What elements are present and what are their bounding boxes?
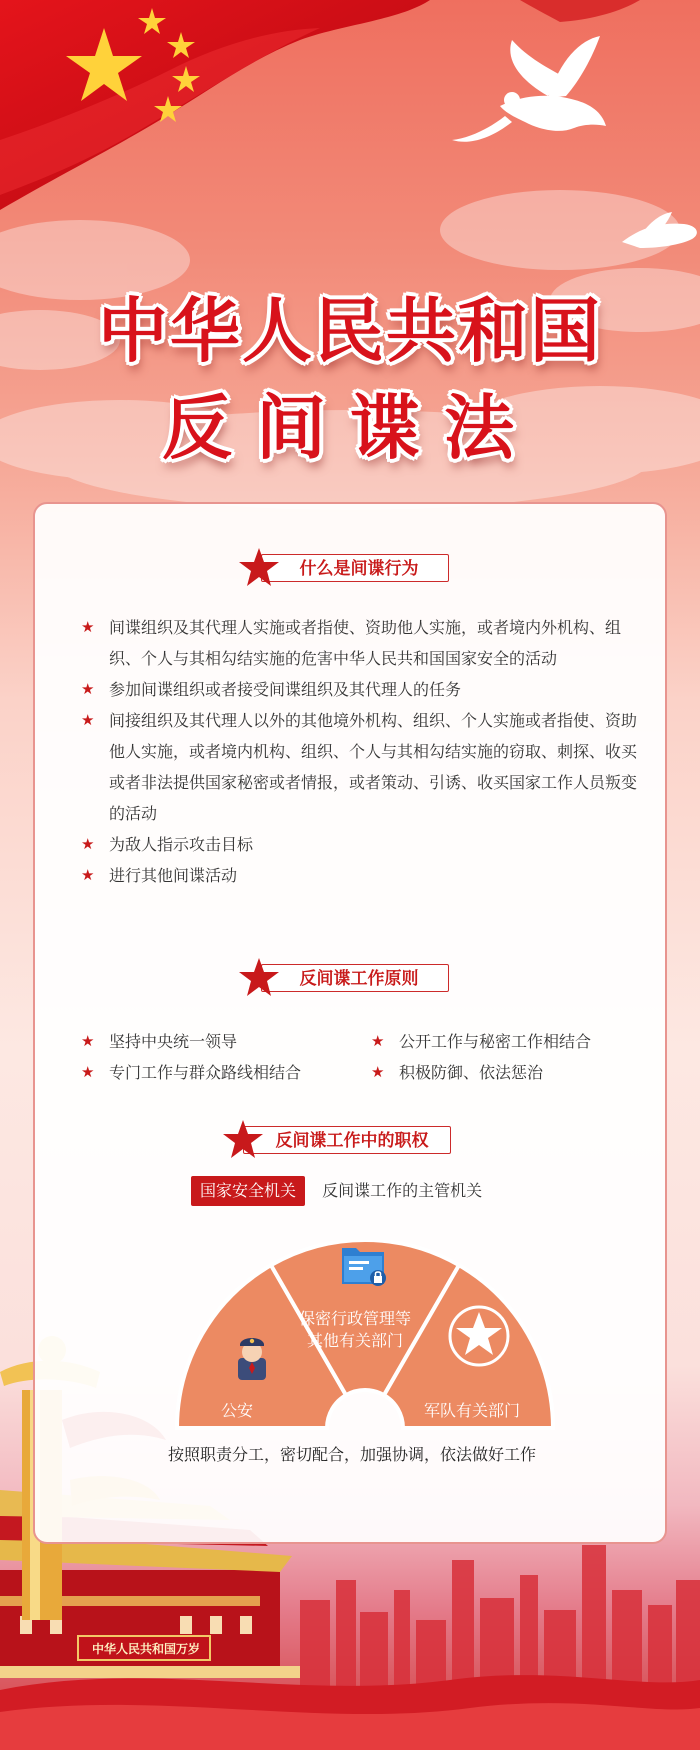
principle-item: ★ 积极防御、依法惩治	[369, 1057, 543, 1088]
fan-label-army-dept: 军队有关部门	[423, 1401, 520, 1420]
red-star-icon	[237, 546, 281, 590]
authority-description: 反间谍工作的主管机关	[322, 1181, 483, 1200]
authority-footer: 按照职责分工，密切配合，加强协调，依法做好工作	[167, 1445, 536, 1464]
list-item: ★ 间接组织及其代理人以外的其他境外机构、组织、个人实施或者指使、资助他人实施，或者境内机构、组织、个人与其相勾结实施的窃取、刺探、收买或者非法提供国家秘密或者情报，或者策动、引诱、收买国家工作人员叛变的活动	[79, 705, 639, 829]
bullet-star-icon: ★	[81, 680, 95, 698]
list-item: ★ 为敌人指示攻击目标	[79, 829, 639, 860]
section-heading-espionage	[35, 546, 669, 590]
fan-label-secrecy-dept: 保密行政管理等 其他有关部门	[298, 1309, 411, 1350]
poster-title-line1: 中华人民共和国	[98, 290, 602, 372]
red-star-icon	[237, 956, 281, 1000]
bullet-star-icon: ★	[81, 866, 95, 884]
espionage-list	[79, 612, 639, 891]
police-officer-icon	[238, 1338, 266, 1380]
section-title: 反间谍工作原则	[261, 964, 449, 992]
list-item: ★ 间谍组织及其代理人实施或者指使、资助他人实施，或者境内外机构、组织、个人与其相勾结实施的危害中华人民共和国国家安全的活动	[79, 612, 639, 674]
secure-folder-icon	[342, 1248, 386, 1286]
bullet-star-icon: ★	[371, 1032, 385, 1050]
section-heading-authority	[35, 1118, 669, 1162]
gate-plaque: 中华人民共和国万岁	[91, 1642, 200, 1656]
section-title: 什么是间谍行为	[261, 554, 449, 582]
bullet-star-icon: ★	[81, 1063, 95, 1081]
section-title: 反间谍工作中的职权	[243, 1126, 451, 1154]
content-card	[33, 502, 667, 1544]
red-star-icon	[221, 1118, 265, 1162]
principle-item: ★ 公开工作与秘密工作相结合	[369, 1026, 591, 1057]
list-item: ★ 进行其他间谍活动	[79, 860, 639, 891]
bullet-star-icon: ★	[81, 618, 95, 636]
section-heading-principles	[35, 956, 669, 1000]
principle-item: ★ 坚持中央统一领导	[79, 1026, 237, 1057]
principle-item: ★ 专门工作与群众路线相结合	[79, 1057, 301, 1088]
bullet-star-icon: ★	[81, 835, 95, 853]
fan-label-police: 公安	[220, 1401, 253, 1420]
list-item: ★ 参加间谍组织或者接受间谍组织及其代理人的任务	[79, 674, 639, 705]
poster-title-line2: 反间谍法	[162, 387, 538, 469]
bullet-star-icon: ★	[371, 1063, 385, 1081]
bullet-star-icon: ★	[81, 1032, 95, 1050]
authority-row	[191, 1176, 482, 1206]
bullet-star-icon: ★	[81, 711, 95, 729]
authority-badge: 国家安全机关	[191, 1176, 305, 1206]
